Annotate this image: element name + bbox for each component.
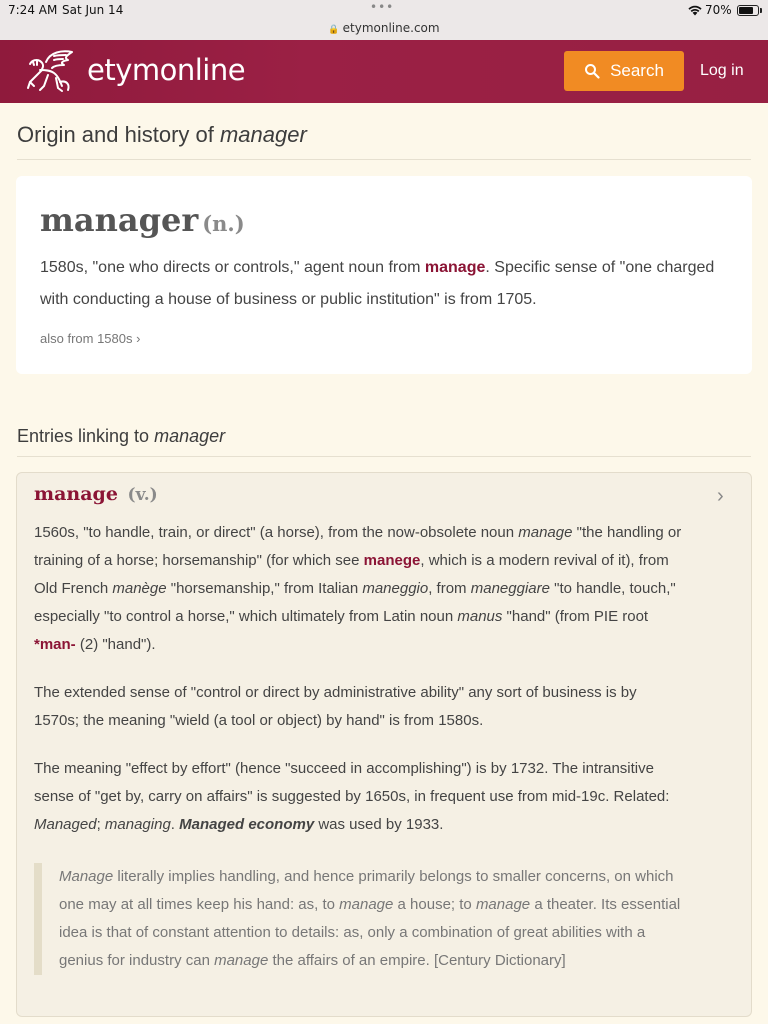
section-title	[17, 426, 225, 447]
page-title-word: manager	[219, 122, 307, 147]
divider	[17, 159, 751, 160]
entry-part-of-speech: (v.)	[127, 485, 158, 505]
text-run: a house; to	[393, 896, 476, 913]
linked-entry-card[interactable]	[16, 472, 752, 1017]
also-from-link[interactable]	[40, 331, 140, 346]
brand-name[interactable]: etymonline	[87, 53, 246, 87]
also-from-text: also from 1580s	[40, 331, 133, 346]
text-run: The meaning "effect by effort" (hence "succeed in accomplishing") is by 1732. The intransitive sense of "get by, carry on affairs" is suggested by 1650s, in frequent use from mid-19c. Related:	[34, 760, 670, 805]
manege-link[interactable]: manege	[363, 552, 421, 569]
entry-paragraph	[34, 519, 684, 659]
battery-fill	[739, 7, 753, 14]
pie-root-link[interactable]: *man-	[34, 636, 76, 653]
text-run: a theater. Its essential idea is that of constant attention to details: as, only a combination of great abilities with a genius for industry can	[59, 896, 681, 969]
section-title-word: manager	[154, 426, 226, 446]
chevron-right-icon: ›	[136, 331, 141, 346]
definition-card	[16, 176, 752, 374]
battery-percent: 70%	[705, 3, 732, 17]
search-icon	[584, 63, 600, 79]
text-run: was used by 1933.	[314, 816, 444, 833]
text-run: .	[170, 816, 180, 833]
status-date: Sat Jun 14	[62, 3, 124, 17]
entry-headword[interactable]	[34, 483, 158, 505]
text-run: ;	[96, 816, 105, 833]
divider	[17, 456, 751, 457]
status-bar	[0, 0, 768, 40]
search-button[interactable]	[564, 51, 684, 91]
text-run: manage	[518, 524, 573, 541]
text-run: "the handling or training of a horse; horsemanship" (for which see	[34, 524, 682, 569]
text-run: Managed economy	[179, 816, 315, 833]
winged-lion-logo-icon[interactable]	[24, 48, 76, 94]
text-run: maneggiare	[470, 580, 550, 597]
page-title-prefix: Origin and history of	[17, 122, 220, 147]
text-run: 1560s, "to handle, train, or direct" (a horse), from the now-obsolete noun	[34, 524, 519, 541]
entry-paragraph	[34, 755, 684, 839]
address-bar[interactable]	[0, 21, 768, 35]
definition-part: 1580s, "one who directs or controls," agent noun from	[40, 259, 425, 276]
text-run: Manage	[59, 868, 114, 885]
text-run: manus	[457, 608, 503, 625]
battery-icon	[737, 5, 759, 16]
text-run: maneggio	[362, 580, 429, 597]
definition-text	[40, 252, 740, 316]
century-dictionary-quote	[34, 863, 684, 975]
headword-text: manager	[40, 201, 199, 239]
entry-paragraph: The extended sense of "control or direct by administrative ability" any sort of business is by 1570s; the meaning "wield (a tool or object) by hand" is from 1580s.	[34, 684, 637, 729]
battery-tip	[760, 8, 762, 13]
login-link[interactable]: Log in	[700, 62, 744, 79]
text-run: "horsemanship," from Italian	[166, 580, 363, 597]
text-run: , which is a modern revival of it), from Old French	[34, 552, 669, 597]
text-run: manage	[214, 952, 269, 969]
text-run: manège	[112, 580, 167, 597]
definition-part: . Specific sense of "one charged with conducting a house of business or public institution" is from 1705.	[40, 259, 715, 308]
headword	[40, 201, 245, 239]
text-run: "hand" (from PIE root	[502, 608, 649, 625]
text-run: manage	[339, 896, 394, 913]
text-run: the affairs of an empire. [Century Dictionary]	[268, 952, 566, 969]
section-title-prefix: Entries linking to	[17, 426, 155, 446]
lock-icon: 🔒	[328, 25, 340, 35]
part-of-speech: (n.)	[202, 211, 245, 236]
more-dots-icon[interactable]: •••	[370, 0, 395, 14]
url-text: etymonline.com	[342, 21, 440, 35]
text-run: managing	[104, 816, 171, 833]
text-run: "to handle, touch," especially "to control a horse," which ultimately from Latin noun	[34, 580, 676, 625]
text-run: manage	[475, 896, 531, 913]
manage-link[interactable]: manage	[424, 259, 486, 276]
chevron-right-icon[interactable]: ›	[717, 485, 724, 507]
text-run: , from	[428, 580, 471, 597]
text-run: Managed	[34, 816, 97, 833]
wifi-icon	[687, 4, 703, 16]
page-title	[17, 122, 307, 148]
site-header	[0, 40, 768, 103]
entry-headword-text: manage	[34, 483, 118, 505]
status-time: 7:24 AM	[8, 3, 58, 17]
search-label: Search	[610, 61, 664, 80]
text-run: (2) "hand").	[75, 636, 156, 653]
text-run: literally implies handling, and hence primarily belongs to smaller concerns, on which one may at all times keep his hand: as, to	[59, 868, 674, 913]
